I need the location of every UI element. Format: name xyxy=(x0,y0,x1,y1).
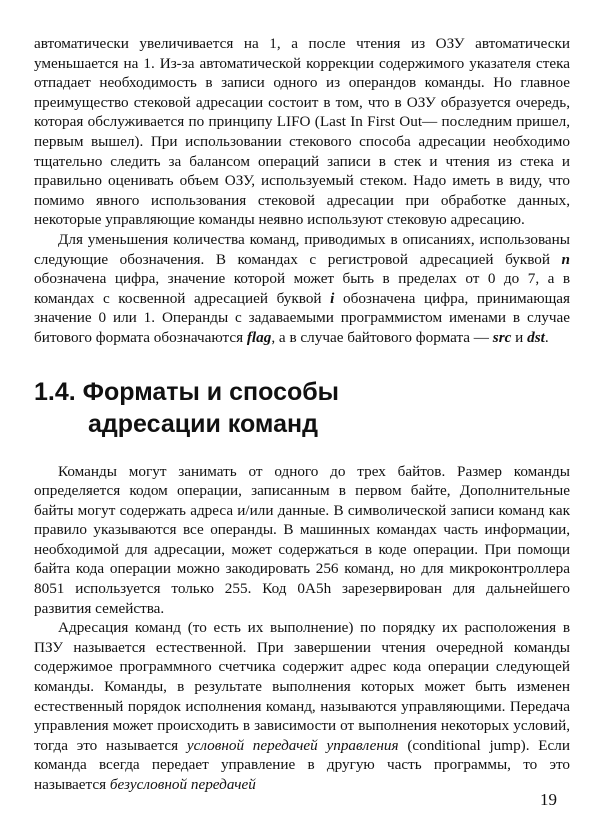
notation-text-d: , а в случае байтового формата — xyxy=(271,328,493,346)
notation-symbol-dst: dst xyxy=(527,328,545,346)
paragraph-stack-addressing xyxy=(34,34,570,230)
page-body xyxy=(34,34,570,795)
addressing-text-b: (conditional jump). Если команда всегда передает управление в другую часть программы, то это называется xyxy=(34,736,571,793)
paragraph-command-size xyxy=(34,462,570,619)
notation-symbol-src: src xyxy=(492,328,512,346)
notation-symbol-n: n xyxy=(561,250,570,268)
page-number: 19 xyxy=(540,790,557,809)
notation-text-b: обозначена цифра, значение которой может быть в пределах от 0 до 7, а в командах с косвенной адресацией буквой xyxy=(34,270,570,307)
notation-text-a: Для уменьшения количества команд, приводимых в описаниях, использованы следующие обозначения. В командах с регистровой адресацией буквой xyxy=(34,230,570,268)
term-unconditional-jump: безусловной передачей xyxy=(109,776,256,793)
notation-text-and: и xyxy=(511,328,528,346)
notation-text-c: обозначена цифра, принимающая значение 0 или 1. Операнды с задаваемыми программистом именами в случае битового формата обозначаются xyxy=(34,289,570,346)
section-heading xyxy=(34,376,570,440)
paragraph-text: автоматически увеличивается на 1, а после чтения из ОЗУ автоматически уменьшается на 1. Из-за автоматической коррекции содержимого указателя стека отпадает необходимость в записи одного из операндов команды. Но главное преимущество стековой адресации состоит в том, что в ОЗУ образуется очередь, которая обслуживается по принципу LIFO (Last In First Out— последним пришел, первым вышел). При использовании стекового способа адресации необходимо тщательно следить за балансом операций записи в стек и чтения из стека и правильно оценивать объем ОЗУ, используемый стеком. Надо иметь в виду, что помимо явного использования стековой адресации при обработке данных, некоторые управляющие команды неявно используют стековую адресацию. xyxy=(34,35,570,229)
notation-text-end: . xyxy=(544,328,549,346)
section-heading-line-2: адресации команд xyxy=(88,409,318,438)
paragraph-text: Команды могут занимать от одного до трех байтов. Размер команды определяется кодом операции, записанным в первом байте, Дополнительные байты могут содержать адреса и/или данные. В символической записи команд как правило указываются все операнды. В машинных командах часть информации, необходимой для адресации, может содержаться в коде операции. При помощи байта кода операции можно закодировать 256 команд, но для микроконтроллера 8051 используется только 255. Код 0A5h зарезервирован для дальнейшего развития семейства. xyxy=(34,462,570,617)
paragraph-notation xyxy=(34,230,570,348)
addressing-text-a: Адресация команд (то есть их выполнение) по порядку их расположения в ПЗУ называется естественной. При завершении чтения очередной команды содержимое программного счетчика содержит адрес кода операции следующей команды. Команды, в результате выполнения которых может быть изменен естественный порядок исполнения команд, называются управляющими. Передача управления может происходить в зависимости от выполнения некоторых условий, тогда это называется xyxy=(34,619,570,754)
paragraph-command-addressing xyxy=(34,618,570,794)
notation-symbol-flag: flag xyxy=(246,328,272,346)
term-conditional-jump: условной передачей управления xyxy=(186,736,399,754)
notation-symbol-i: i xyxy=(330,289,335,307)
section-heading-line-1: 1.4. Форматы и способы xyxy=(34,377,340,406)
